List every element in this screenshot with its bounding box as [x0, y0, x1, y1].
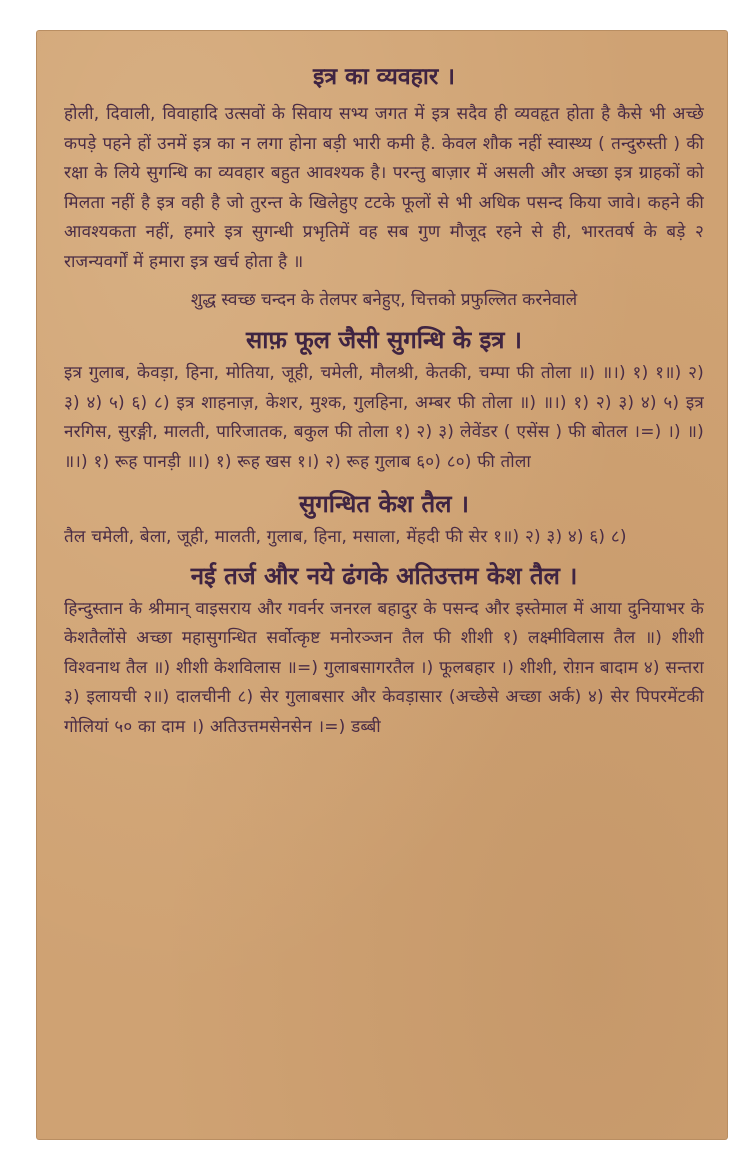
hair-oil-heading: सुगन्धित केश तैल । — [299, 490, 469, 518]
attar-price-list: इत्र गुलाब, केवड़ा, हिना, मोतिया, जूही, चमेली, मौलश्री, केतकी, चम्पा फी तोला ॥) ॥।) १) १॥) २) ३) ४) ५) ६) ८) इत्र शाहनाज़, केशर, मुश्क, गुलहिना, अम्बर फी तोला ॥) ॥।) १) २) ३) ४) ५) इत्र नरगिस, सुरङ्गी, मालती, पारिजातक, बकुल फी तोला १) २) ३) लेवेंडर ( एसेंस ) फी बोतल ।=) ।) ॥) ॥।) १) रूह पानड़ी ॥।) १) रूह खस १।) २) रूह गुलाब ६०) ८०) फी तोला — [64, 363, 704, 472]
advertisement-card — [36, 30, 728, 1140]
new-style-oil-heading: नई तर्ज और नये ढंगके अतिउत्तम केश तैल । — [190, 561, 578, 590]
new-style-oil-text: हिन्दुस्तान के श्रीमान् वाइसराय और गवर्नर जनरल बहादुर के पसन्द और इस्तेमाल में आया दुनियाभर के केशतैलोंसे अच्छा महासुगन्धित सर्वोत्कृष्ट मनोरञ्जन तैल फी शीशी १) लक्ष्मीविलास तैल ॥) शीशी विश्वनाथ तैल ॥) शीशी केशविलास ॥=) गुलाबसागरतैल ।) फूलबहार ।) शीशी, रोग़न बादाम ४) सन्तरा ३) इलायची २॥) दालचीनी ८) सेर गुलाबसार और केवड़ासार (अच्छेसे अच्छा अर्क) ४) सेर पिपरमेंटकी गोलियां ५० का दाम ।) अतिउत्तमसेनसेन ।=) डब्बी — [64, 598, 704, 737]
card-content — [64, 60, 704, 742]
hair-oil-section — [64, 485, 704, 553]
page-title: इत्र का व्यवहार । — [313, 64, 455, 90]
new-style-oil-section — [64, 557, 704, 743]
sandal-oil-line: शुद्ध स्वच्छ चन्दन के तेलपर बनेहुए, चित्तको प्रफुल्लित करनेवाले — [190, 290, 578, 310]
attar-heading: साफ़ फूल जैसी सुगन्धि के इत्र । — [245, 326, 523, 354]
hair-oil-price-list: तैल चमेली, बेला, जूही, मालती, गुलाब, हिना, मसाला, मेंहदी फी सेर १॥) २) ३) ४) ६) ८) — [64, 527, 627, 547]
intro-paragraph: होली, दिवाली, विवाहादि उत्सवों के सिवाय सभ्य जगत में इत्र सदैव ही व्यवहृत होता है कैसे भी अच्छे कपड़े पहने हों उनमें इत्र का न लगा होना बड़ी भारी कमी है. केवल शौक नहीं स्वास्थ्य ( तन्दुरुस्ती ) की रक्षा के लिये सुगन्धि का व्यवहार बहुत आवश्यक है। परन्तु बाज़ार में असली और अच्छा इत्र ग्राहकों को मिलता नहीं है इत्र वही है जो तुरन्त के खिलेहुए टटके फूलों से भी अधिक पसन्द किया जावे। कहने की आवश्यकता नहीं, हमारे इत्र सुगन्धी प्रभृतिमें वह सब गुण मौजूद रहने से ही, भारतवर्ष के बड़े २ राजन्यवर्गों में हमारा इत्र खर्च होता है ॥ — [64, 104, 704, 272]
attar-section — [64, 321, 704, 477]
